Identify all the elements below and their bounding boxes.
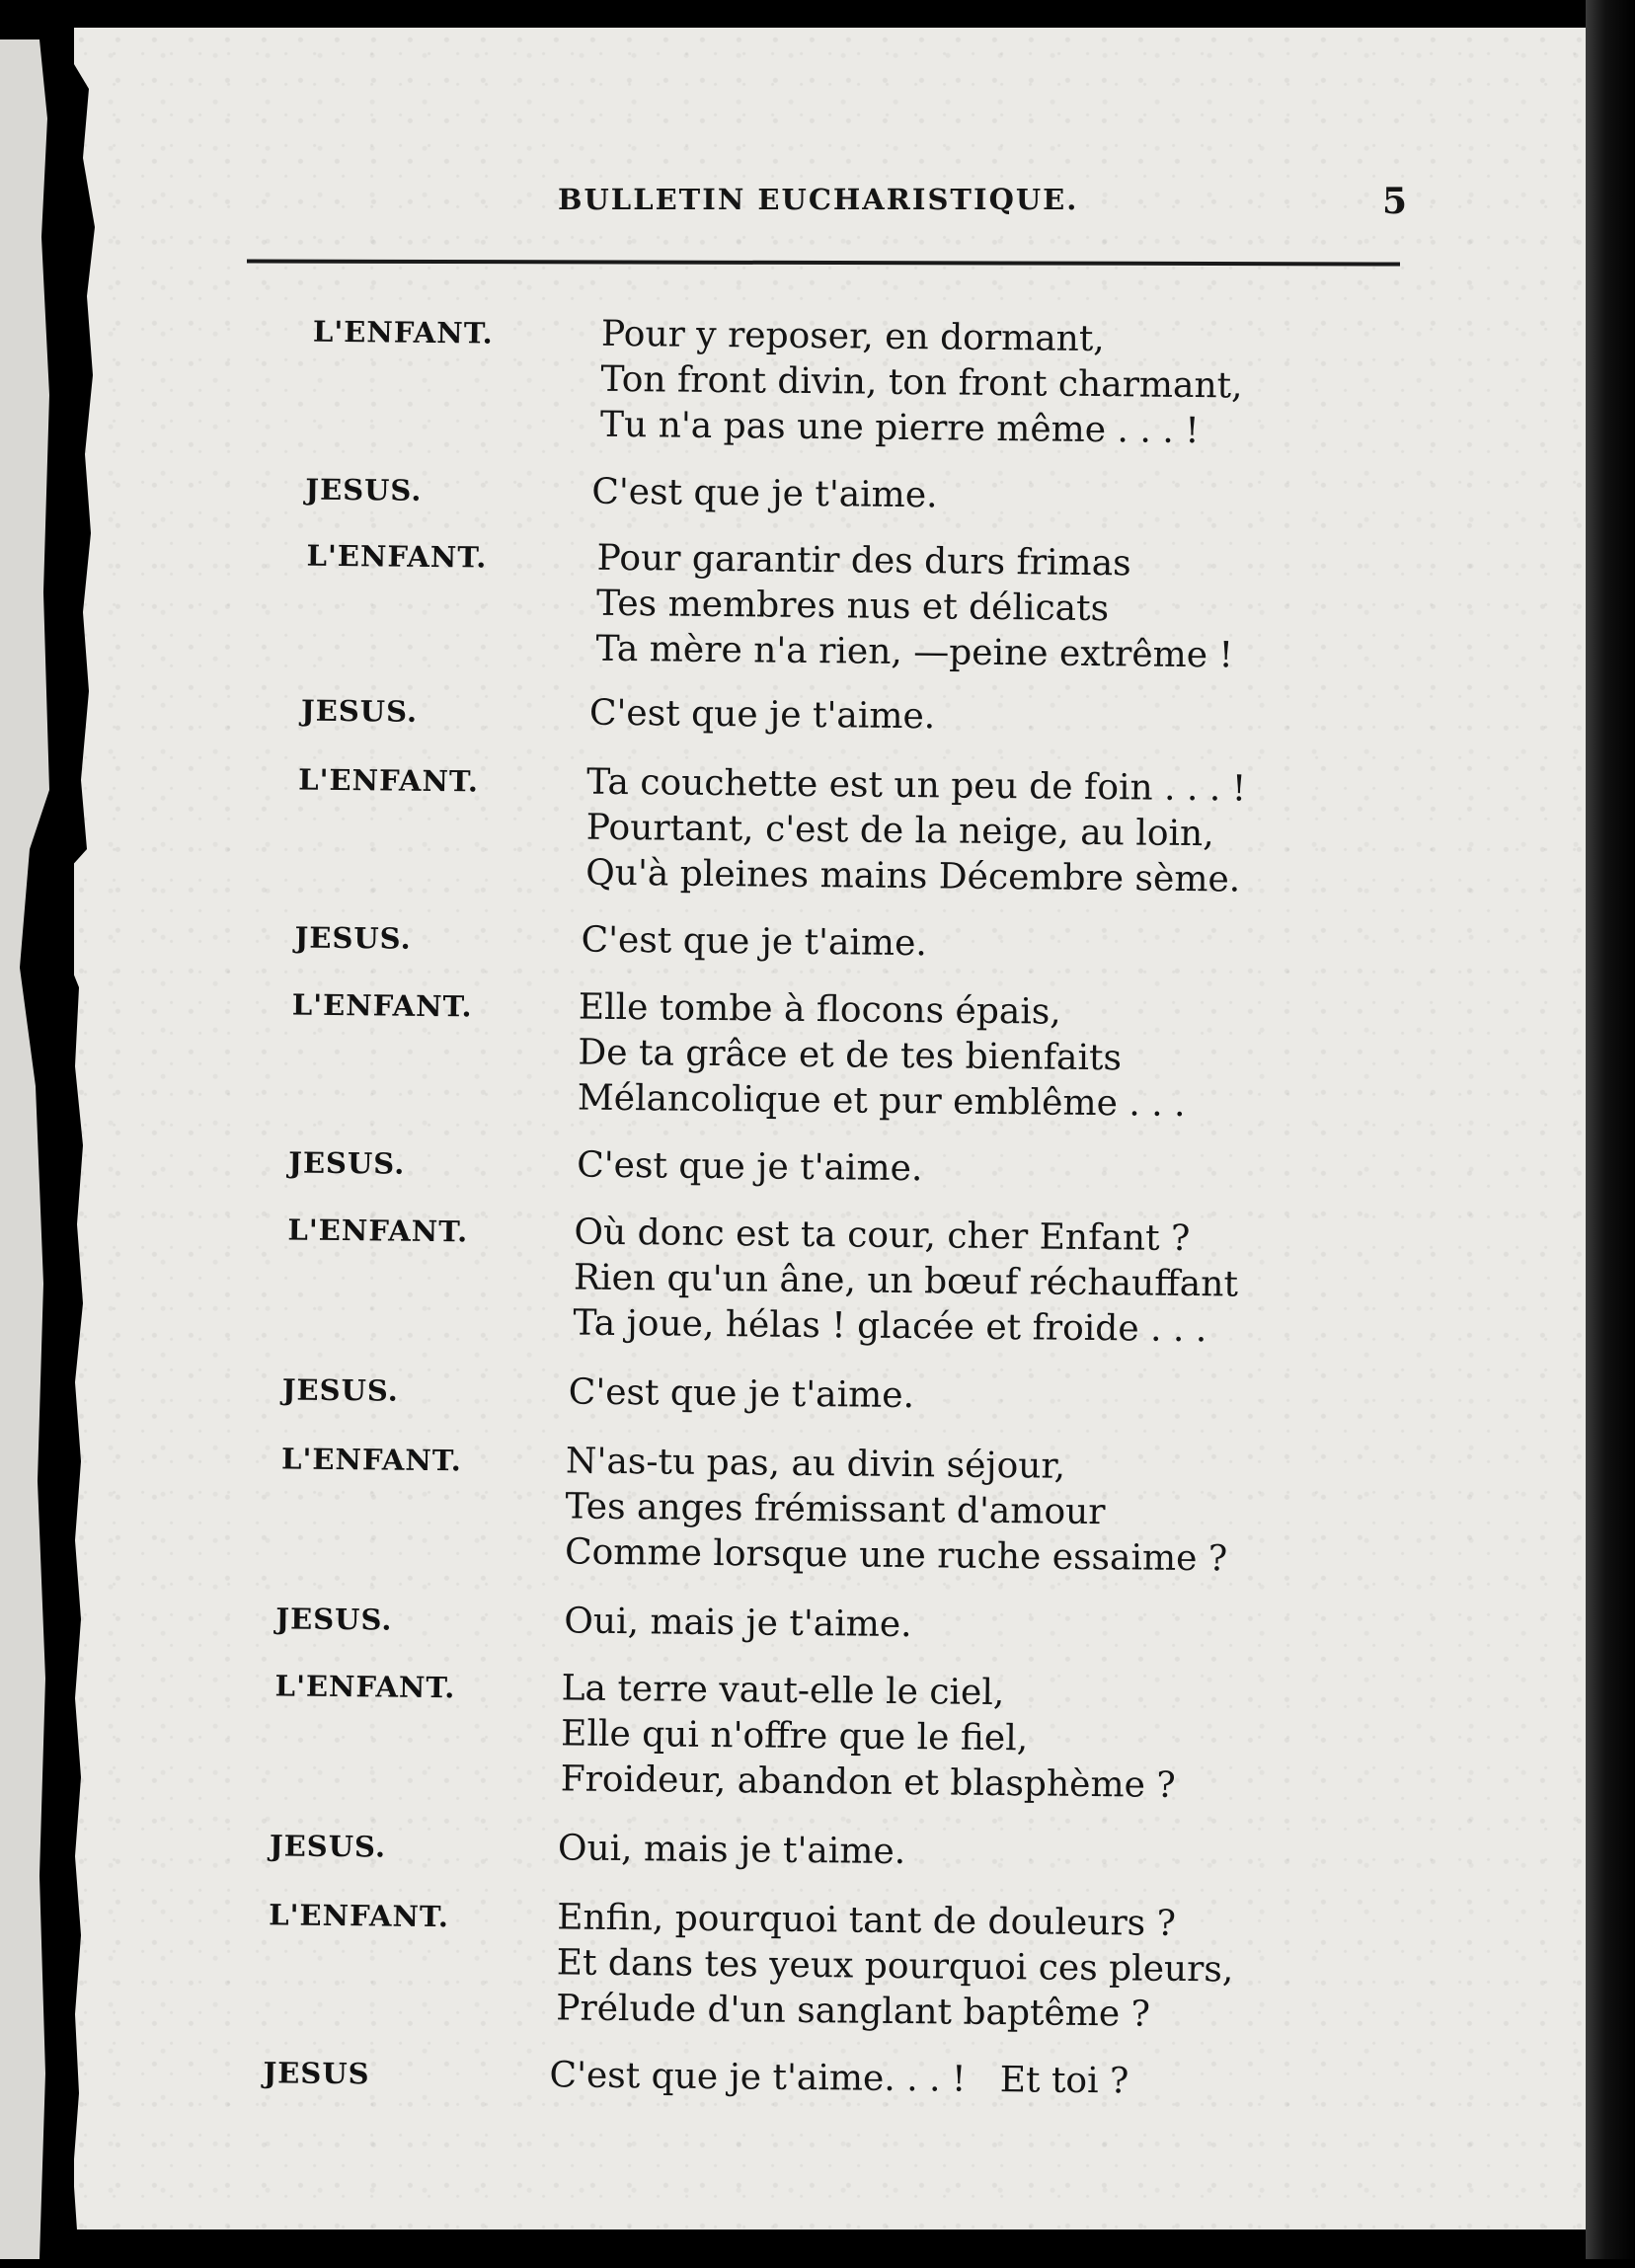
verse-line: Tes membres nus et délicats bbox=[595, 583, 1110, 630]
stanza bbox=[0, 2047, 1626, 2102]
verse-line: De ta grâce et de tes bienfaits bbox=[578, 1032, 1123, 1079]
stanza bbox=[2, 978, 1635, 1125]
verse-group bbox=[565, 1439, 1229, 1582]
verse-line: Pour y reposer, en dormant, bbox=[600, 313, 1105, 360]
verse-line: Rien qu'un âne, un bœuf réchauffant bbox=[573, 1257, 1239, 1305]
verse-line: Oui, mais je t'aime. bbox=[557, 1828, 906, 1873]
verse-group bbox=[577, 1143, 923, 1193]
verse-line: Tes anges frémissant d'amour bbox=[565, 1486, 1106, 1533]
verse-group bbox=[585, 760, 1246, 903]
verse-line: Froideur, abandon et blasphème ? bbox=[560, 1759, 1176, 1806]
verse-line: Pour garantir des durs frimas bbox=[596, 537, 1131, 585]
verse-line: C'est que je t'aime. bbox=[581, 919, 928, 965]
verse-group bbox=[564, 1599, 912, 1648]
verse-line: Pourtant, c'est de la neige, au loin, bbox=[585, 807, 1214, 855]
verse-line: Ta couchette est un peu de foin . . . ! bbox=[586, 761, 1247, 810]
verse-line: C'est que je t'aime. bbox=[591, 471, 938, 516]
stanza bbox=[0, 1364, 1633, 1417]
verse-group bbox=[578, 985, 1187, 1128]
verse-line: Ta mère n'a rien, —peine extrême ! bbox=[595, 628, 1234, 676]
stanza bbox=[0, 1889, 1627, 2035]
verse-line: Comme lorsque une ruche essaime ? bbox=[564, 1531, 1228, 1580]
verse-line: Oui, mais je t'aime. bbox=[564, 1601, 912, 1646]
verse-line: Où donc est ta cour, cher Enfant ? bbox=[574, 1212, 1191, 1260]
speaker-label: JESUS bbox=[263, 2056, 370, 2091]
stanza bbox=[5, 753, 1635, 900]
verse-line: Ta joue, hélas ! glacée et froide . . . bbox=[573, 1302, 1207, 1351]
verse-group bbox=[573, 1211, 1238, 1354]
verse-group bbox=[589, 691, 936, 741]
speaker-label: JESUS. bbox=[275, 1602, 393, 1637]
verse-group bbox=[556, 1895, 1234, 2038]
stanza bbox=[5, 684, 1635, 738]
verse-group bbox=[595, 536, 1234, 679]
verse-line: Ton front divin, ton front charmant, bbox=[600, 358, 1243, 407]
speaker-label: JESUS. bbox=[269, 1829, 387, 1864]
verse-group bbox=[591, 470, 938, 519]
stanza bbox=[0, 1820, 1628, 1873]
speaker-label: JESUS. bbox=[300, 693, 419, 729]
verse-line: Enfin, pourquoi tant de douleurs ? bbox=[557, 1897, 1177, 1944]
running-title: BULLETIN EUCHARISTIQUE. bbox=[558, 183, 1079, 216]
speaker-label: L'ENFANT. bbox=[312, 314, 494, 351]
speaker-label: JESUS. bbox=[281, 1372, 400, 1408]
verse-line: C'est que je t'aime. . . ! Et toi ? bbox=[549, 2055, 1129, 2102]
speaker-label: L'ENFANT. bbox=[280, 1442, 462, 1478]
verse-line: Et dans tes yeux pourquoi ces pleurs, bbox=[556, 1942, 1234, 1991]
speaker-label: JESUS. bbox=[305, 472, 423, 508]
verse-group bbox=[600, 312, 1244, 455]
stanza bbox=[9, 305, 1635, 452]
stanza bbox=[7, 529, 1635, 676]
verse-line: C'est que je t'aime. bbox=[588, 692, 936, 738]
speaker-label: L'ENFANT. bbox=[306, 538, 488, 575]
stanza bbox=[3, 911, 1635, 965]
verse-line: C'est que je t'aime. bbox=[568, 1371, 915, 1417]
verse-line: Elle qui n'offre que le fiel, bbox=[560, 1713, 1029, 1760]
verse-group bbox=[569, 1369, 915, 1419]
speaker-label: JESUS. bbox=[288, 1145, 406, 1181]
verse-line: N'as-tu pas, au divin séjour, bbox=[565, 1441, 1066, 1487]
speaker-label: L'ENFANT. bbox=[274, 1669, 456, 1705]
stanza bbox=[0, 1433, 1632, 1580]
stanza bbox=[0, 1660, 1630, 1806]
verse-line: Mélancolique et pur emblême . . . bbox=[577, 1077, 1186, 1125]
speaker-label: L'ENFANT. bbox=[269, 1898, 450, 1934]
stanza bbox=[8, 463, 1635, 516]
speaker-label: JESUS. bbox=[294, 920, 412, 956]
verse-group bbox=[560, 1666, 1176, 1809]
verse-line: Prélude d'un sanglant baptême ? bbox=[556, 1988, 1151, 2035]
verse-line: Qu'à pleines mains Décembre sème. bbox=[585, 852, 1241, 900]
stanza bbox=[0, 1204, 1635, 1351]
verse-line: Elle tombe à flocons épais, bbox=[578, 986, 1061, 1033]
verse-line: La terre vaut-elle le ciel, bbox=[561, 1668, 1005, 1714]
speaker-label: L'ENFANT. bbox=[291, 987, 473, 1024]
verse-group bbox=[549, 2053, 1129, 2104]
verse-line: C'est que je t'aime. bbox=[576, 1144, 923, 1190]
stanza bbox=[0, 1593, 1631, 1646]
speaker-label: L'ENFANT. bbox=[287, 1212, 469, 1249]
page-number: 5 bbox=[1382, 181, 1408, 222]
verse-line: Tu n'a pas une pierre même . . . ! bbox=[599, 404, 1200, 452]
verse-group bbox=[558, 1826, 906, 1875]
verse-group bbox=[581, 918, 927, 968]
speaker-label: L'ENFANT. bbox=[298, 762, 480, 799]
stanza bbox=[0, 1136, 1635, 1190]
